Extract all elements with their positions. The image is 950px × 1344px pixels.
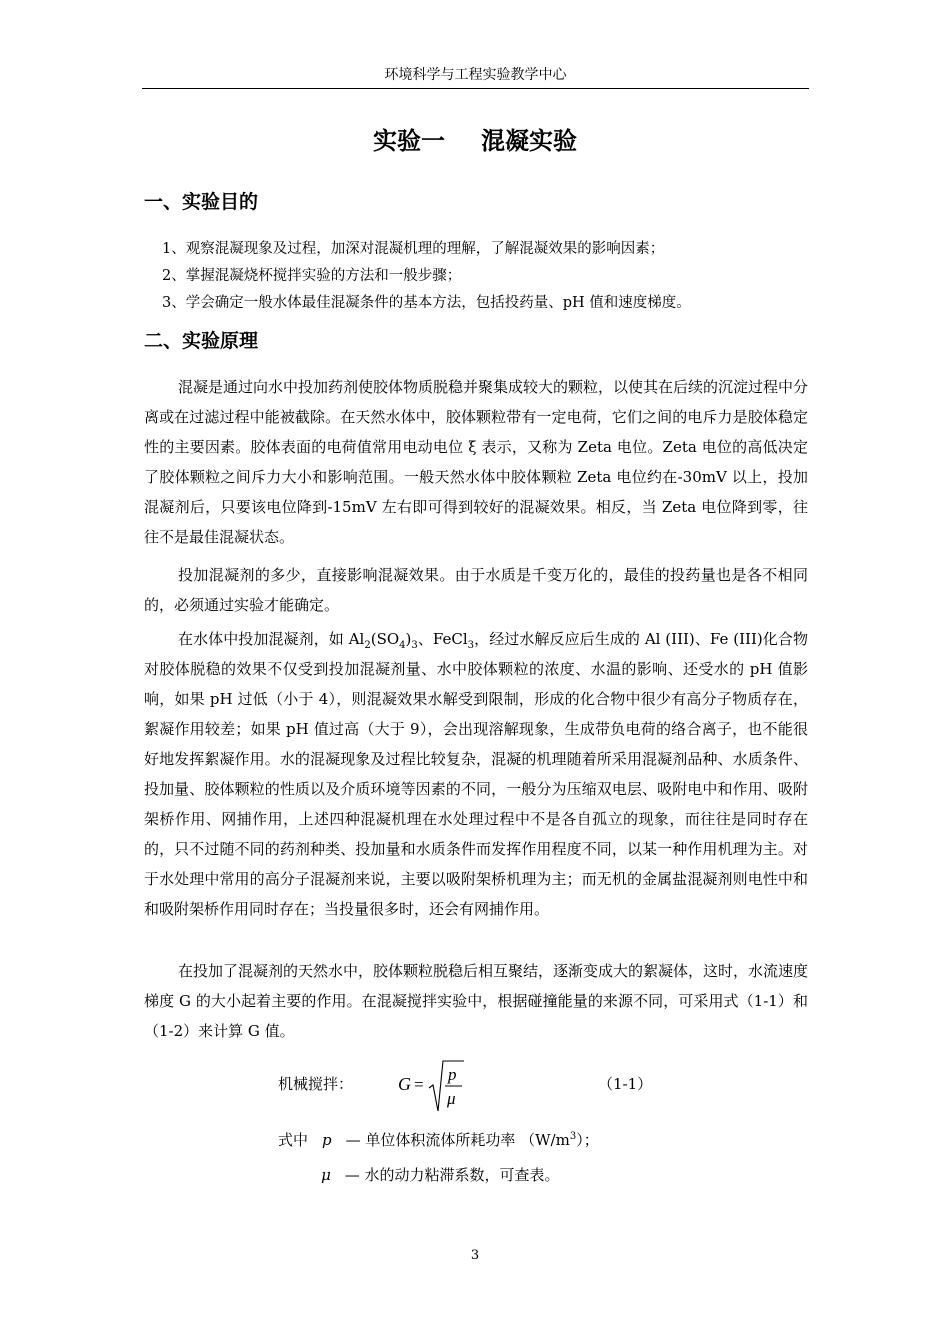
formula-lhs: G [398, 1074, 411, 1094]
formula-label: 机械搅拌： [278, 1075, 354, 1093]
variable-symbol: p [321, 1131, 332, 1149]
list-item: 2、掌握混凝烧杯搅拌实验的方法和一般步骤； [162, 268, 462, 284]
paragraph-dosage: 投加混凝剂的多少，直接影响混凝效果。由于水质是千变万化的，最佳的投药量也是各不相同的，必须通过实验才能确定。 [144, 566, 808, 614]
paragraph-velocity-gradient: 在投加了混凝剂的天然水中，胶体颗粒脱稳后相互聚结，逐渐变成大的絮凝体，这时，水流速度梯度 G 的大小起着主要的作用。在混凝搅拌实验中，根据碰撞能量的来源不同，可采用式（1-1）和（1-2）来计算 G 值。 [144, 962, 809, 1040]
formula-equals: = [414, 1075, 424, 1094]
header-divider [142, 88, 809, 89]
section-heading-objectives: 一、实验目的 [144, 191, 259, 213]
running-header: 环境科学与工程实验教学中心 [384, 67, 567, 83]
formula-g-equation [398, 1058, 478, 1114]
variable-definition-mu: μ — 水的动力粘滞系数，可查表。 [312, 1164, 560, 1186]
section-heading-principles: 二、实验原理 [144, 330, 259, 352]
page-title [0, 124, 950, 158]
equation-number: （1-1） [598, 1075, 653, 1093]
list-item: 3、学会确定一般水体最佳混凝条件的基本方法，包括投药量、pH 值和速度梯度。 [162, 295, 691, 311]
title-experiment-number: 实验一 [373, 127, 445, 155]
page-number: 3 [470, 1248, 480, 1263]
paragraph-zeta-potential: 混凝是通过向水中投加药剂使胶体物质脱稳并聚集成较大的颗粒，以使其在后续的沉淀过程中分离或在过滤过程中能被截除。在天然水体中，胶体颗粒带有一定电荷，它们之间的电斥力是胶体稳定性的主要因素。胶体表面的电荷值常用电动电位 ξ 表示，又称为 Zeta 电位。Zeta 电位的高低决定了胶体颗粒之间斥力大小和影响范围。一般天然水体中胶体颗粒 Zeta 电位约在-30mV 以上，投加混凝剂后，只要该电位降到-15mV 左右即可得到较好的混凝效果。相反，当 Zeta 电位降到零，往往不是最佳混凝状态。 [144, 378, 809, 546]
formula-denominator: μ [447, 1089, 456, 1108]
variable-definition-p: 式中 p — 单位体积流体所耗功率 $(W/m^3)$； [278, 1131, 599, 1149]
list-item: 1、观察混凝现象及过程，加深对混凝机理的理解，了解混凝效果的影响因素； [162, 241, 665, 257]
objectives-list [162, 236, 812, 317]
paragraph-mechanisms: 在水体中投加混凝剂，如 $Al_2(SO_4)_3$、FeCl$_3$，经过水解反应后生成的 Al (III)、Fe (III)化合物对胶体脱稳的效果不仅受到投加混凝剂量、水中胶体颗粒的浓度、水温的影响、还受水的 pH 值影响，如果 pH 过低（小于 4），则混凝效果水解受到限制，形成的化合物中很少有高分子物质存在，絮凝作用较差；如果 pH 值过高（大于 9），会出现溶解现象，生成带负电荷的络合离子，也不能很好地发挥絮凝作用。水的混凝现象及过程比较复杂，混凝的机理随着所采用混凝剂品种、水质条件、投加量、胶体颗粒的性质以及介质环境等因素的不同，一般分为压缩双电层、吸附电中和作用、吸附架桥作用、网捕作用，上述四种混凝机理在水处理过程中不是各自孤立的现象，而往往是同时存在的，只不过随不同的药剂种类、投加量和水质条件而发挥作用程度不同，以某一种作用机理为主。对于水处理中常用的高分子混凝剂来说，主要以吸附架桥机理为主；而无机的金属盐混凝剂则电性中和和吸附架桥作用同时存在；当投量很多时，还会有网捕作用。 [144, 630, 808, 918]
formula-numerator: p [448, 1065, 457, 1084]
title-experiment-name: 混凝实验 [481, 127, 577, 155]
variable-symbol: μ [321, 1166, 331, 1184]
